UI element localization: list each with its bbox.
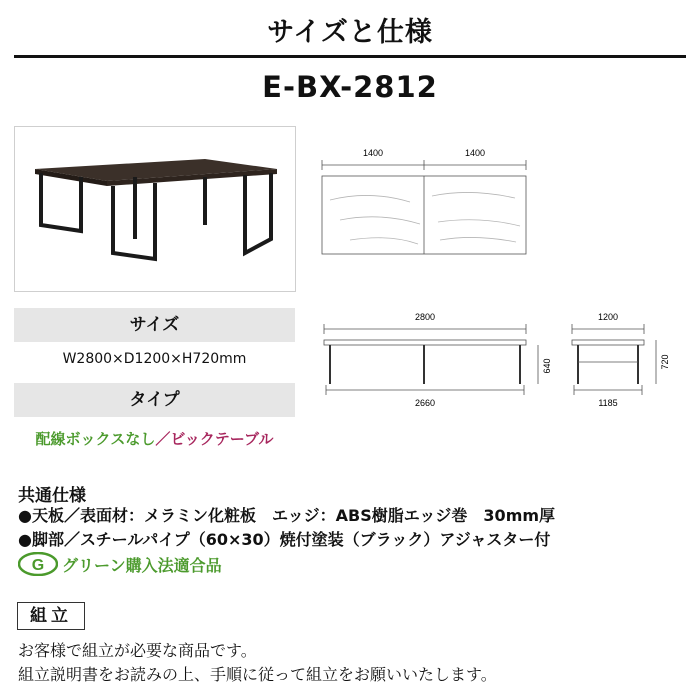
type-option-a: 配線ボックスなし	[35, 430, 156, 448]
dim-side-inner: 1185	[598, 398, 618, 408]
model-number: E-BX-2812	[262, 70, 438, 104]
dimension-drawings	[310, 140, 690, 410]
dim-front-width: 2800	[414, 312, 436, 322]
type-label-bar: タイプ	[14, 383, 295, 417]
size-value: W2800×D1200×H720mm	[62, 351, 247, 367]
dim-top-left: 1400	[362, 148, 384, 158]
dim-front-leg-height: 640	[542, 358, 552, 374]
assembly-label: 組立	[17, 602, 85, 630]
dim-front-inner: 2660	[414, 398, 436, 408]
spec-line-legs: ●脚部／スチールパイプ（60×30）焼付塗装（ブラック）アジャスター付	[18, 530, 551, 549]
table-illustration	[15, 127, 295, 291]
type-separator: ／	[155, 430, 171, 448]
dim-side-height: 720	[660, 354, 670, 370]
green-purchasing-icon	[18, 552, 58, 580]
size-label-bar: サイズ	[14, 308, 295, 342]
green-purchasing-label: グリーン購入法適合品	[62, 556, 222, 575]
common-spec-heading: 共通仕様	[18, 486, 86, 506]
green-mark-letter: G	[31, 557, 45, 574]
dim-side-depth: 1200	[597, 312, 619, 322]
dim-top-right: 1400	[464, 148, 486, 158]
product-photo	[14, 126, 296, 292]
assembly-note-2: 組立説明書をお読みの上、手順に従って組立をお願いいたします。	[18, 665, 497, 684]
spec-line-top: ●天板／表面材：メラミン化粧板 エッジ：ABS樹脂エッジ巻 30mm厚	[18, 506, 556, 525]
type-values	[14, 428, 295, 449]
assembly-note-1: お客様で組立が必要な商品です。	[18, 641, 257, 660]
title-divider	[14, 55, 686, 58]
page-title: サイズと仕様	[267, 17, 433, 48]
type-option-b: ビックテーブル	[170, 430, 274, 448]
